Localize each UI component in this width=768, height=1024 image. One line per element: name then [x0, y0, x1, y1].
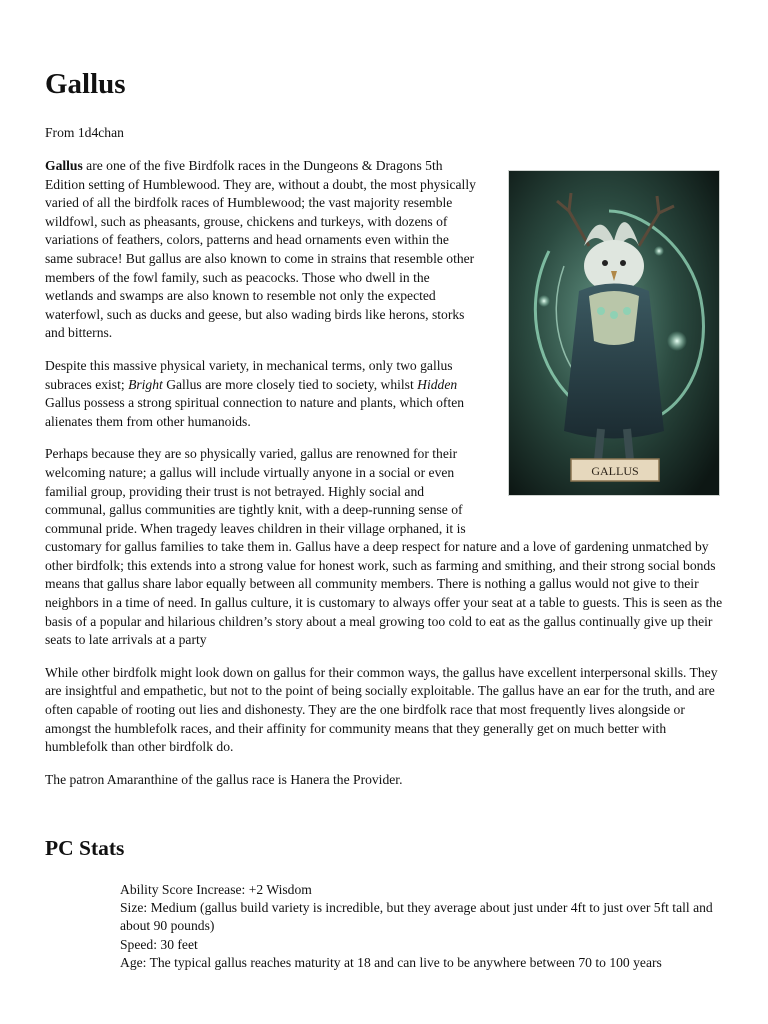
- subraces-text-b: Gallus are more closely tied to society, whilst: [162, 376, 418, 392]
- stat-ability-score: Ability Score Increase: +2 Wisdom: [120, 882, 312, 897]
- term-bright: Bright: [128, 376, 163, 392]
- source-line: From 1d4chan: [45, 125, 124, 140]
- article-body: [45, 157, 725, 803]
- pc-stats-list: [120, 881, 730, 972]
- subraces-text-c: Gallus possess a strong spiritual connection to nature and plants, which often alienates them from other humanoids.: [45, 395, 465, 429]
- page-title: Gallus: [45, 68, 126, 100]
- paragraph-patron: The patron Amaranthine of the gallus race is Hanera the Provider.: [45, 771, 403, 787]
- term-gallus: Gallus: [45, 158, 83, 173]
- intro-text: are one of the five Birdfolk races in the Dungeons & Dragons 5th Edition setting of Humblewood. They are, without a doubt, the most physically varied of all the birdfolk races of Humblewood; the vast majority resemble wildfowl, such as pheasants, grouse, chickens and turkeys, with dozens of variations of feathers, colors, patterns and head ornaments even within the same subrace! But gallus are also known to come in strains that resemble other members of the fowl family, such as peacocks. Those who dwell in the wetlands and swamps are also known to resemble not only the expected waterfowl, such as ducks and geese, but also wading birds like herons, storks and bitterns.: [45, 158, 476, 341]
- stat-speed: Speed: 30 feet: [120, 936, 198, 952]
- paragraph-culture: Perhaps because they are so physically varied, gallus are renowned for their welcoming nature; a gallus will include virtually anyone in a social or even familial group, providing their trust is not betrayed. Highly social and communal, gallus communities are tightly knit, with a deep-running sense of communal pride. When tragedy leaves children in their village orphaned, it is customary for gallus families to take them in. Gallus have a deep respect for nature and a love of gardening unmatched by other birdfolk; this extends into a strong value for honest work, such as farming and smithing, and their strong social bonds means that gallus share labor equally between all community members. There is nothing a gallus would not give to their neighbors in a time of need. In gallus culture, it is customary to always offer your seat at a table to guests. This is seen as the basis of a popular and hilarious children’s story about a meal growing too cold to eat as the gallus continually give up their seats to late arrivals at a party: [45, 446, 723, 648]
- illustration-banner: GALLUS: [591, 464, 639, 478]
- stat-age: Age: The typical gallus reaches maturity at 18 and can live to be anywhere between 70 to 100 years: [120, 954, 662, 970]
- term-hidden: Hidden: [417, 376, 458, 392]
- paragraph-personality: While other birdfolk might look down on gallus for their common ways, the gallus have excellent interpersonal skills. They are insightful and empathetic, but not to the point of being socially exploitable. The gallus have an ear for the truth, and are often capable of rooting out lies and dishonesty. They are the one birdfolk race that most frequently lives alongside or amongst the humblefolk races, and their affinity for community means that they generally get on much better with humblefolk than other birdfolk do.: [45, 664, 718, 755]
- figure-spacer: [480, 157, 725, 529]
- stat-size: Size: Medium (gallus build variety is incredible, but they average about just under 4ft to just over 5ft tall and about 90 pounds): [120, 900, 713, 934]
- subraces-text-a: Despite this massive physical variety, in mechanical terms, only two gallus subraces exist;: [45, 357, 453, 392]
- section-heading-pc-stats: PC Stats: [45, 836, 125, 860]
